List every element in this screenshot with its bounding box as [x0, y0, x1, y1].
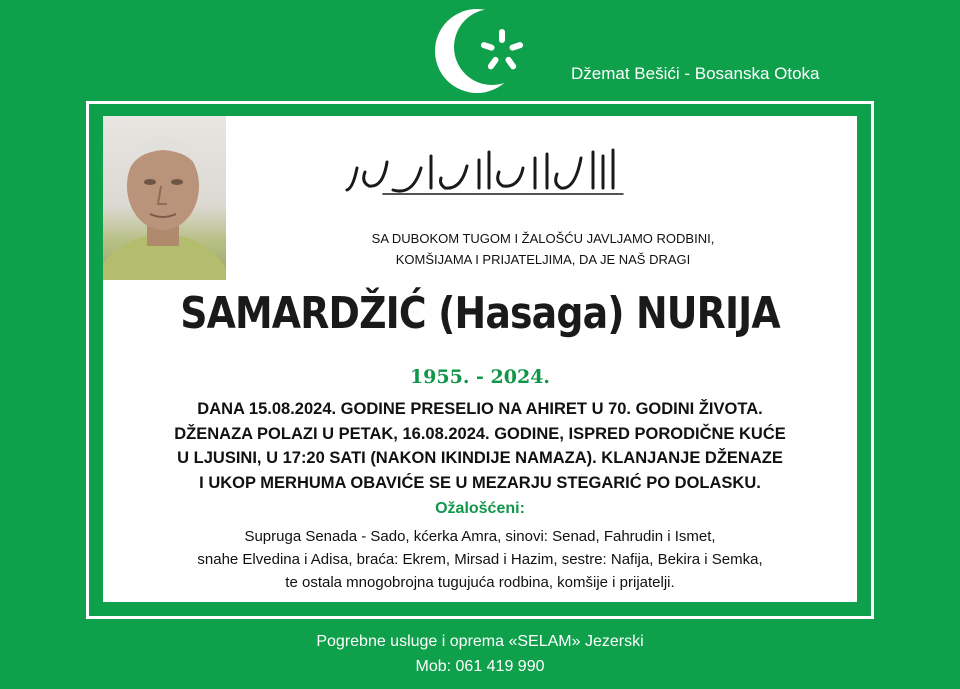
intro-text	[223, 228, 863, 270]
intro-line: SA DUBOKOM TUGOM I ŽALOŠĆU JAVLJAMO RODBINI,	[371, 231, 715, 246]
deceased-photo	[103, 116, 226, 280]
mourners-line: Supruga Senada - Sado, kćerka Amra, sinovi: Senad, Fahrudin i Ismet,	[244, 528, 716, 545]
crescent-and-star-icon	[432, 6, 532, 96]
arabic-calligraphy	[343, 138, 633, 206]
life-years: 1955. - 2024.	[409, 366, 551, 388]
funeral-service-name: Pogrebne usluge i oprema «SELAM» Jezerski	[316, 633, 644, 650]
funeral-details	[123, 397, 837, 495]
deceased-name: SAMARDŽIĆ (Hasaga) NURIJA	[180, 288, 780, 339]
details-line: DANA 15.08.2024. GODINE PRESELIO NA AHIRET U 70. GODINI ŽIVOTA.	[197, 400, 763, 418]
mourners-label: Ožalošćeni:	[435, 500, 525, 517]
mourners-line: snahe Elvedina i Adisa, braća: Ekrem, Mirsad i Hazim, sestre: Nafija, Bekira i Semka,	[197, 551, 763, 568]
details-line: I UKOP MERHUMA OBAVIĆE SE U MEZARJU STEGARIĆ PO DOLASKU.	[199, 473, 761, 492]
intro-line: KOMŠIJAMA I PRIJATELJIMA, DA JE NAŠ DRAGI	[395, 252, 691, 267]
organization-name: Džemat Bešići - Bosanska Otoka	[571, 64, 820, 83]
funeral-service-phone: Mob: 061 419 990	[415, 658, 545, 675]
mourners-list	[113, 525, 847, 594]
footer	[0, 629, 960, 679]
details-line: DŽENAZA POLAZI U PETAK, 16.08.2024. GODINE, ISPRED PORODIČNE KUĆE	[174, 424, 786, 443]
obituary-card	[103, 116, 857, 602]
details-line: U LJUSINI, U 17:20 SATI (NAKON IKINDIJE NAMAZA). KLANJANJE DŽENAZE	[177, 449, 783, 467]
mourners-line: te ostala mnogobrojna tugujuća rodbina, komšije i prijatelji.	[285, 574, 675, 591]
arabic-verse-text: إِنَّا لِلَّٰهِ وَإِنَّا إِلَيْهِ رَاجِعُونَ	[483, 178, 493, 179]
